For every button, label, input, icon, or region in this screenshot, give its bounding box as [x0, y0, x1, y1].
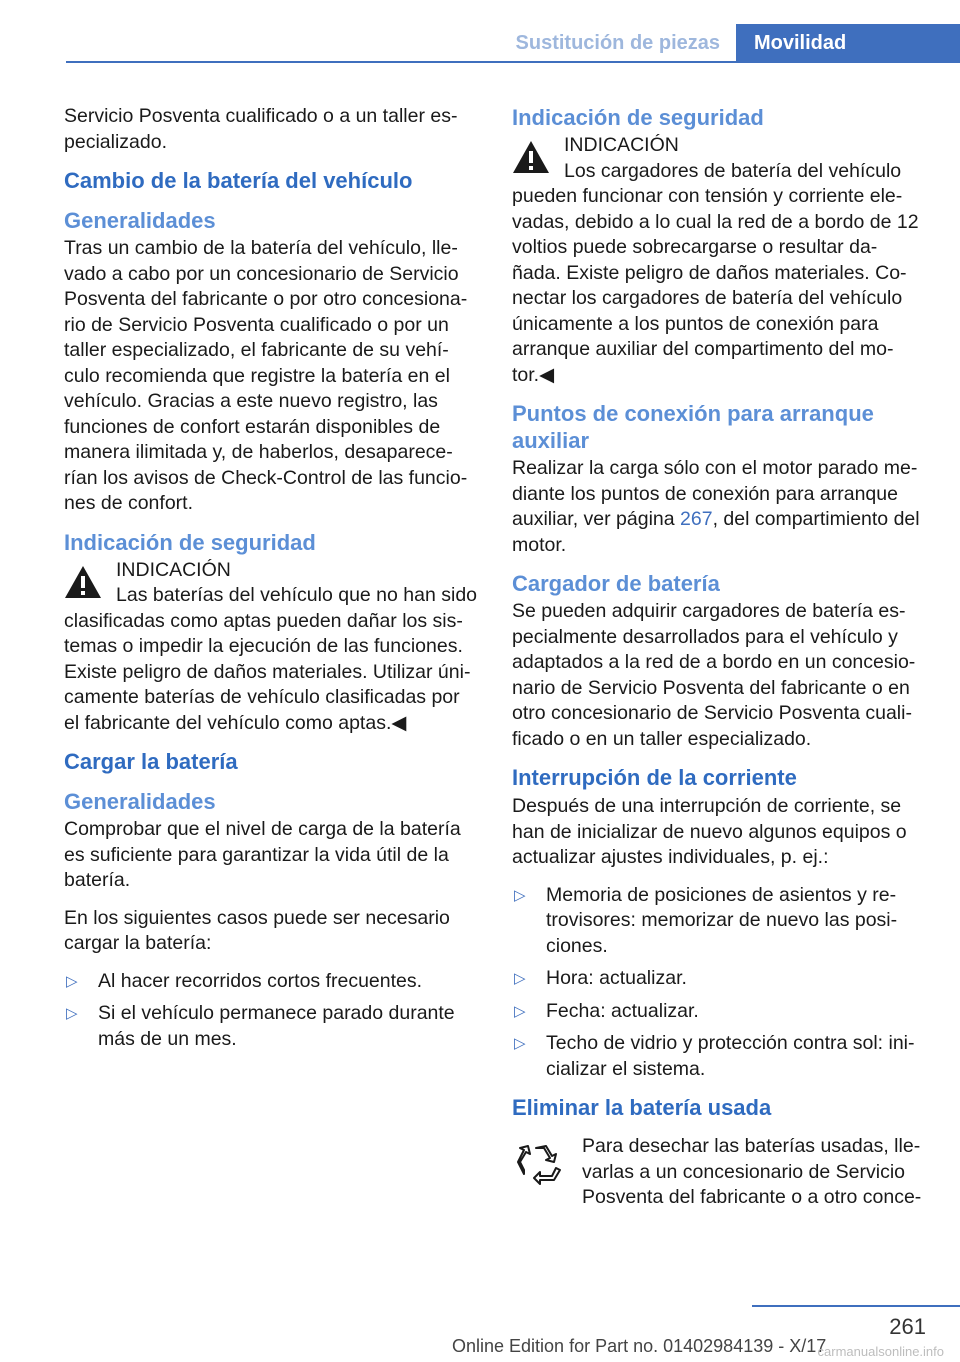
heading-indicacion-seguridad-1: Indicación de seguridad — [64, 529, 316, 555]
left-bullet-list — [64, 969, 480, 1053]
right-bullet-list — [512, 883, 928, 1083]
paragraph-puntos-conexion: Realizar la carga sólo con el motor parado me‐ diante los puntos de conexión para arranque auxiliar, ver página 267, del compartimiento del motor. — [512, 457, 920, 556]
warning-box-1 — [64, 558, 480, 737]
chapter-tab[interactable]: Movilidad — [736, 24, 960, 62]
warning-box-2 — [512, 133, 928, 388]
heading-interrupcion-corriente: Interrupción de la corriente — [512, 765, 797, 790]
warning-text-2: Los cargadores de batería del vehículo pueden funcionar con tensión y corriente ele‐ vadas, debido a lo cual la red de a bordo de 12 voltios puede sobrecargarse o resultar da‐ ñada. Existe peligro de daños materiales. Co‐ nectar los cargadores de batería del vehículo únicamente a los puntos de conexión para arranque auxiliar del compartimento del mo‐ tor.◀ — [512, 159, 919, 386]
watermark: carmanualsonline.info — [817, 1344, 944, 1359]
bullet-triangle-icon: ▷ — [66, 972, 78, 990]
warning-text-1: Las baterías del vehículo que no han sido clasificadas como aptas pueden dañar los sis‐ temas o impedir la ejecución de las funciones. Existe peligro de daños materiales. Utilizar úni‐ camente baterías de vehículo clasificadas por el fabricante del vehículo como aptas.◀ — [64, 584, 478, 734]
bullet-triangle-icon: ▷ — [514, 1035, 526, 1052]
paragraph-cargador: Se pueden adquirir cargadores de batería es‐ pecialmente desarrollados para el vehículo y adaptados a la red de a bordo en un concesio‐ nario de Servicio Posventa del fabricante o en otro concesionario de Servicio Posventa cuali‐ ficado o en un taller especializado. — [512, 600, 916, 750]
intro-paragraph: Servicio Posventa cualificado o a un taller es‐ pecializado. — [64, 105, 458, 153]
heading-cargar-bateria: Cargar la batería — [64, 749, 238, 774]
warning-label-2: INDICACIÓN — [564, 134, 679, 156]
heading-generalidades-1: Generalidades — [64, 208, 216, 233]
warning-triangle-icon — [64, 564, 102, 600]
heading-indicacion-seguridad-2: Indicación de seguridad — [512, 105, 764, 130]
heading-generalidades-2: Generalidades — [64, 789, 216, 814]
page-link-267[interactable]: 267 — [680, 508, 713, 530]
edition-text: Online Edition for Part no. 01402984139 - X/17 — [452, 1336, 827, 1356]
paragraph-generalidades-1: Tras un cambio de la batería del vehículo, lle‐ vado a cabo por un concesionario de Servicio Posventa del fabricante o por otro concesiona‐ rio de Servicio Posventa cualificado o por un taller especializado, el fabricante de su vehí‐ culo recomienda que registre la batería en el vehículo. Gracias a este nuevo registro, las funciones de confort estarán disponibles de manera ilimitada y, de haberlos, desaparece‐ rían los avisos de Check-Control de las funcio‐ nes de confort. — [64, 237, 468, 514]
recycle-icon — [516, 1140, 564, 1188]
header-rule — [66, 61, 960, 63]
heading-puntos-conexion: Puntos de conexión para arranque auxiliar — [512, 401, 874, 453]
list-item: ▷ Hora: actualizar. — [512, 966, 928, 992]
list-item: ▷ Techo de vidrio y protección contra sol: ini‐ cializar el sistema. — [514, 1032, 915, 1080]
bullet-triangle-icon: ▷ — [514, 1002, 526, 1020]
warning-label-1: INDICACIÓN — [116, 558, 231, 581]
heading-cargador-bateria: Cargador de batería — [512, 571, 720, 596]
page-header — [0, 0, 960, 62]
list-item: ▷ Memoria de posiciones de asientos y re‐ trovisores: memorizar de nuevo las posi‐ ciones. — [514, 883, 898, 957]
footer-rule — [752, 1305, 960, 1307]
paragraph-interrupcion: Después de una interrupción de corriente, se han de inicializar de nuevo algunos equipos o actualizar ajustes individuales, p. ej.: — [512, 795, 907, 868]
paragraph-generalidades-2b: En los siguientes casos puede ser necesario cargar la batería: — [64, 906, 450, 954]
list-item: ▷ Si el vehículo permanece parado durante más de un mes. — [66, 1002, 455, 1050]
bullet-triangle-icon: ▷ — [66, 1005, 78, 1022]
recycle-note — [512, 1134, 928, 1211]
paragraph-generalidades-2a: Comprobar que el nivel de carga de la batería es suficiente para garantizar la vida útil de la batería. — [64, 818, 461, 891]
list-item: ▷ Al hacer recorridos cortos frecuentes. — [64, 969, 480, 995]
right-column — [512, 104, 928, 1223]
left-column — [64, 104, 480, 1064]
list-item: ▷ Fecha: actualizar. — [512, 999, 928, 1025]
heading-cambio-bateria: Cambio de la batería del vehículo — [64, 168, 413, 193]
bullet-triangle-icon: ▷ — [514, 886, 526, 904]
warning-triangle-icon — [512, 139, 550, 175]
heading-eliminar-bateria: Eliminar la batería usada — [512, 1095, 772, 1120]
page-number: 261 — [889, 1314, 926, 1339]
section-tab[interactable]: Sustitución de piezas — [515, 32, 720, 54]
bullet-triangle-icon: ▷ — [514, 970, 526, 987]
paragraph-eliminar: Para desechar las baterías usadas, lle‐ varlas a un concesionario de Servicio Posventa del fabricante o a otro conce‐ — [582, 1135, 922, 1208]
